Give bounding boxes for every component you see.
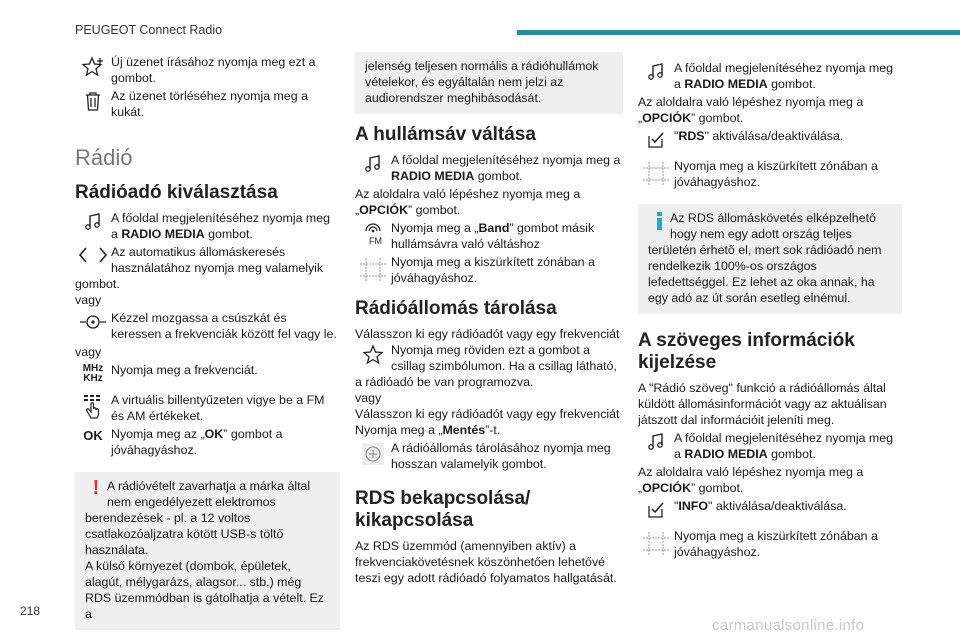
band-options-c: ” gombot.	[408, 203, 461, 217]
warning-continued-text: jelenség teljesen normális a rádióhullámok vételekor, és egyáltalán nem jelzi az audiorendszer meghibásodását.	[365, 59, 599, 105]
star-row	[355, 342, 623, 390]
rds-options-text	[638, 94, 902, 126]
save-a: Nyomja meg a „	[355, 423, 443, 437]
mhz-khz-icon	[83, 364, 104, 384]
home-text-c: gombot.	[204, 227, 253, 241]
grey-zone-grid-icon	[358, 256, 388, 284]
home-text-b: RADIO MEDIA	[121, 227, 205, 241]
fm-label: FM	[369, 236, 382, 246]
text-options-a: Az aloldalra való lépéshez nyomja meg a „	[638, 465, 864, 495]
heading-text-info: A szöveges információk kijelzése	[638, 330, 855, 373]
manual-slider-text: Kézzel mozgassa a csúszkát és keressen a frekvenciák között fel vagy le.	[111, 311, 337, 341]
watermark: carmanualsonline.info	[712, 617, 865, 634]
band-home-text-a: A főoldal megjelenítéséhez nyomja meg a	[391, 153, 621, 167]
info-note-text: Az RDS állomáskövetés elképzelhető hogy nem egy adott ország teljes területén érhető el, mert sok rádióadó nem rendelkezik 100%-os országos lefedettséggel. Ez lehet az oka annak, ha egy adó az út során esetleg elnémul.	[648, 211, 882, 305]
header-title: PEUGEOT Connect Radio	[75, 23, 223, 37]
heading-select-station: Rádióadó kiválasztása	[75, 182, 278, 203]
rds-options-a: Az aloldalra való lépéshez nyomja meg a „	[638, 95, 864, 125]
add-circle-icon	[361, 442, 385, 466]
info-callout	[638, 204, 902, 314]
heading-store-station: Rádióállomás tárolása	[355, 298, 557, 319]
grey-zone-grid-icon	[641, 530, 671, 558]
keyboard-text: A virtuális billentyűzeten vigye be a FM és AM értékeket.	[111, 393, 325, 423]
band-switch-row	[355, 220, 623, 252]
warning-exclamation-icon: !	[92, 477, 100, 499]
music-note-icon	[363, 154, 383, 174]
ok-row	[75, 426, 340, 458]
checkbox-icon	[646, 130, 666, 150]
band-text-c: ” gombot másik hullámsávra való váltáshoz	[391, 221, 595, 251]
rds-grey-zone-row	[638, 158, 902, 190]
text-home-row	[638, 430, 902, 462]
music-note-icon	[646, 432, 666, 452]
store-hold-text: A rádióállomás tárolásához nyomja meg hosszan valamelyik gombot.	[391, 441, 611, 471]
band-home-text-b: RADIO MEDIA	[391, 169, 475, 183]
band-home-row	[355, 152, 623, 184]
delete-message-text: Az üzenet törléséhez nyomja meg a kukát.	[111, 89, 308, 119]
band-home-text-c: gombot.	[474, 169, 523, 183]
press-frequency-row	[75, 362, 340, 384]
band-grey-zone-row	[355, 254, 623, 286]
band-options-b: OPCIÓK	[359, 203, 409, 217]
warning-text-2: A külső környezet (dombok, épületek, alagút, mélygarázs, alagsor... stb.) még RDS üzemmódban is gátolhatja a vételt. Ez a	[85, 559, 324, 621]
auto-search-text: Az automatikus állomáskeresés használatához nyomja meg valamelyik gombot.	[75, 245, 324, 291]
save-c: ”-t.	[485, 423, 501, 437]
column-1	[75, 52, 340, 640]
text-home-b: RADIO MEDIA	[684, 447, 768, 461]
rds-options-b: OPCIÓK	[642, 111, 692, 125]
star-icon	[361, 344, 385, 366]
star-press-text: Nyomja meg röviden ezt a gombot a csillag szimbólumon. Ha a csillag látható, a rádióadó be van programozva.	[355, 343, 617, 389]
music-note-icon	[646, 62, 666, 82]
or-text-2: vagy	[75, 345, 102, 359]
column-3	[638, 58, 902, 562]
manual-slider-row	[75, 310, 340, 342]
band-options-a: Az aloldalra való lépéshez nyomja meg a „	[355, 187, 581, 217]
mhz-label: MHz	[82, 363, 104, 374]
text-grey-zone-row	[638, 528, 902, 560]
info-toggle-row	[638, 498, 902, 520]
home-row	[75, 210, 340, 242]
info-icon	[657, 212, 662, 230]
section-title-radio: Rádió	[75, 145, 133, 170]
page-number: 218	[20, 604, 41, 618]
new-message-row	[75, 54, 340, 86]
rds-home-c: gombot.	[767, 77, 816, 91]
auto-search-row	[75, 244, 340, 292]
text-desc: A "Rádió szöveg" funkció a rádióállomás által küldött állomásinformációt vagy az aktuálisan játszott dal információit jeleníti meg.	[638, 381, 887, 427]
select-station-text: Válasszon ki egy rádióadót vagy egy frekvenciát	[355, 327, 620, 341]
info-toggle-a: "	[674, 499, 679, 513]
text-home-c: gombot.	[767, 447, 816, 461]
fm-antenna-icon	[360, 222, 386, 246]
warning-callout	[75, 472, 340, 630]
home-text-a: A főoldal megjelenítéséhez nyomja meg a	[111, 211, 331, 241]
rds-desc-text: Az RDS üzemmód (amennyiben aktív) a frekvenciakövetésnek köszönhetően lehetővé teszi egy adott rádióadó folyamatos hallgatását.	[355, 539, 617, 585]
new-message-text: Új üzenet írásához nyomja meg ezt a gombot.	[111, 55, 316, 85]
header-accent-bar	[517, 30, 960, 35]
rds-toggle-b: RDS	[678, 129, 705, 143]
band-grey-zone-text: Nyomja meg a kiszürkített zónában a jóváhagyáshoz.	[391, 255, 595, 285]
text-home-a: A főoldal megjelenítéséhez nyomja meg a	[674, 431, 894, 461]
rds-home-row	[638, 60, 902, 92]
text-options-c: ” gombot.	[691, 481, 744, 495]
save-b: Mentés	[442, 423, 486, 437]
store-hold-row	[355, 440, 623, 472]
warning-text: A rádióvételt zavarhatja a márka által nem engedélyezett elektromos berendezések - pl. a 12 voltos csatlakozóaljzatra kötött USB-s töltő használata.	[85, 479, 311, 557]
trash-icon	[83, 90, 103, 112]
heading-rds: RDS bekapcsolása/ kikapcsolása	[355, 488, 531, 531]
text-options-b: OPCIÓK	[642, 481, 692, 495]
rds-toggle-row	[638, 128, 902, 150]
rds-toggle-a: "	[674, 129, 679, 143]
warning-callout-continued	[355, 52, 623, 114]
rds-home-a: A főoldal megjelenítéséhez nyomja meg a	[674, 61, 894, 91]
rds-options-c: ” gombot.	[691, 111, 744, 125]
rds-toggle-c: " aktiválása/deaktiválása.	[704, 129, 844, 143]
band-text-a: Nyomja meg a „	[391, 221, 479, 235]
chevron-left-right-icon	[78, 246, 108, 264]
ok-text-c: ” gombot a jóváhagyáshoz.	[111, 427, 283, 457]
info-toggle-b: INFO	[678, 499, 709, 513]
ok-text-b: OK	[204, 427, 224, 441]
keyboard-row	[75, 392, 340, 424]
keyboard-hand-icon	[82, 394, 104, 420]
info-toggle-c: " aktiválása/deaktiválása.	[708, 499, 847, 513]
ok-icon: OK	[83, 428, 103, 443]
text-grey-zone-text: Nyomja meg a kiszürkített zónában a jóváhagyáshoz.	[674, 529, 878, 559]
rds-home-b: RADIO MEDIA	[684, 77, 768, 91]
or-text-store: vagy	[355, 391, 382, 405]
delete-message-row	[75, 88, 340, 120]
star-plus-icon	[81, 56, 105, 78]
grey-zone-grid-icon	[641, 160, 671, 188]
khz-label: KHz	[83, 373, 103, 384]
column-2	[355, 52, 623, 586]
band-text-b: Band	[478, 221, 510, 235]
press-frequency-text: Nyomja meg a frekvenciát.	[111, 363, 258, 377]
slider-target-icon	[78, 312, 108, 332]
band-options-text	[355, 186, 623, 218]
or-text-1: vagy	[75, 293, 102, 307]
music-note-icon	[83, 212, 103, 232]
text-options-text	[638, 464, 902, 496]
ok-text-a: Nyomja meg az „	[111, 427, 205, 441]
rds-grey-zone-text: Nyomja meg a kiszürkített zónában a jóváhagyáshoz.	[674, 159, 878, 189]
checkbox-icon	[646, 500, 666, 520]
heading-change-band: A hullámsáv váltása	[355, 124, 536, 145]
save-text	[355, 422, 623, 438]
select-station-text-2: Válasszon ki egy rádióadót vagy egy frekvenciát	[355, 407, 620, 421]
